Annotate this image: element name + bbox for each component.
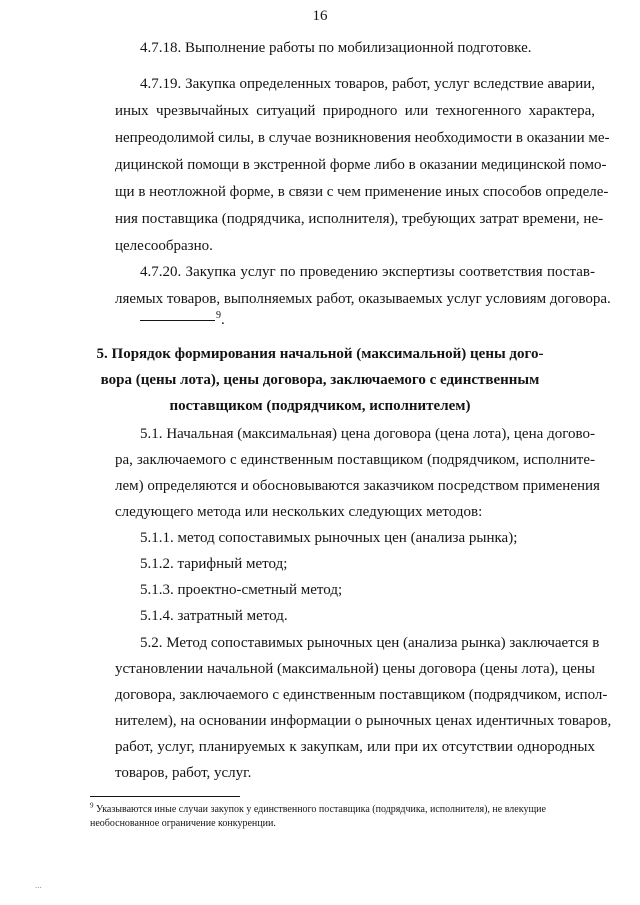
paragraph-5-2-line: установлении начальной (максимальной) цены договора (цены лота), цены [115,661,595,677]
paragraph-4-7-20-line: 4.7.20. Закупка услуг по проведению экспертизы соответствия постав- [140,264,595,280]
paragraph-5-1-line: лем) определяются и обосновываются заказчиком посредством применения [115,478,600,494]
list-item-5-1-4: 5.1.4. затратный метод. [140,608,288,624]
margin-mark: ... [35,880,42,890]
footnote-blank-line [140,320,215,321]
paragraph-5-2-line: договора, заключаемого с единственным поставщиком (подрядчиком, испол- [115,687,608,703]
paragraph-4-7-20-line: ляемых товаров, выполняемых работ, оказываемых услуг условиям договора. [115,291,611,307]
paragraph-4-7-19-line: щи в неотложной форме, в связи с чем применение иных способов определе- [115,184,609,200]
page-number: 16 [312,8,328,24]
footnote-text-line [90,801,546,816]
list-item-5-1-2: 5.1.2. тарифный метод; [140,556,288,572]
paragraph-4-7-19-line: 4.7.19. Закупка определенных товаров, работ, услуг вследствие аварии, [140,76,595,92]
paragraph-4-7-19-line: дицинской помощи в экстренной форме либо в оказании медицинской помо- [115,157,607,173]
section-heading-line: вора (цены лота), цены договора, заключаемого с единственным [100,372,540,388]
footnote-ref-number: 9 [216,310,221,321]
list-item-5-1-3: 5.1.3. проектно-сметный метод; [140,582,343,598]
list-item-5-1-1: 5.1.1. метод сопоставимых рыночных цен (анализа рынка); [140,530,518,546]
paragraph-5-2-line: товаров, работ, услуг. [115,765,252,781]
section-heading-line: 5. Порядок формирования начальной (максимальной) цены дого- [96,346,544,362]
footnote-ref-period: . [221,312,225,328]
footnote-separator [90,796,240,797]
paragraph-5-1-line: ра, заключаемого с единственным поставщиком (подрядчиком, исполните- [115,452,595,468]
footnote-text: Указываются иные случаи закупок у единственного поставщика (подрядчика, исполнителя), не влекущие [96,804,546,815]
paragraph-5-2-line: работ, услуг, планируемых к закупкам, или при их отсутствии однородных [115,739,595,755]
paragraph-5-1-line: следующего метода или нескольких следующих методов: [115,504,483,520]
paragraph-4-7-19-line: ния поставщика (подрядчика, исполнителя), требующих затрат времени, не- [115,211,604,227]
footnote-text-line: необоснованное ограничение конкуренции. [90,818,276,829]
footnote-reference [216,310,225,330]
paragraph-4-7-19-line: непреодолимой силы, в случае возникновения необходимости в оказании ме- [115,130,610,146]
paragraph-4-7-19-line: иных чрезвычайных ситуаций природного или техногенного характера, [115,103,595,119]
paragraph-5-2-line: 5.2. Метод сопоставимых рыночных цен (анализа рынка) заключается в [140,635,600,651]
paragraph-4-7-18: 4.7.18. Выполнение работы по мобилизационной подготовке. [140,40,532,56]
paragraph-5-2-line: нителем), на основании информации о рыночных ценах идентичных товаров, [115,713,612,729]
paragraph-5-1-line: 5.1. Начальная (максимальная) цена договора (цена лота), цена догово- [140,426,595,442]
footnote-number: 9 [90,801,94,810]
section-heading-line: поставщиком (подрядчиком, исполнителем) [169,398,471,414]
paragraph-4-7-19-line: целесообразно. [115,238,213,254]
